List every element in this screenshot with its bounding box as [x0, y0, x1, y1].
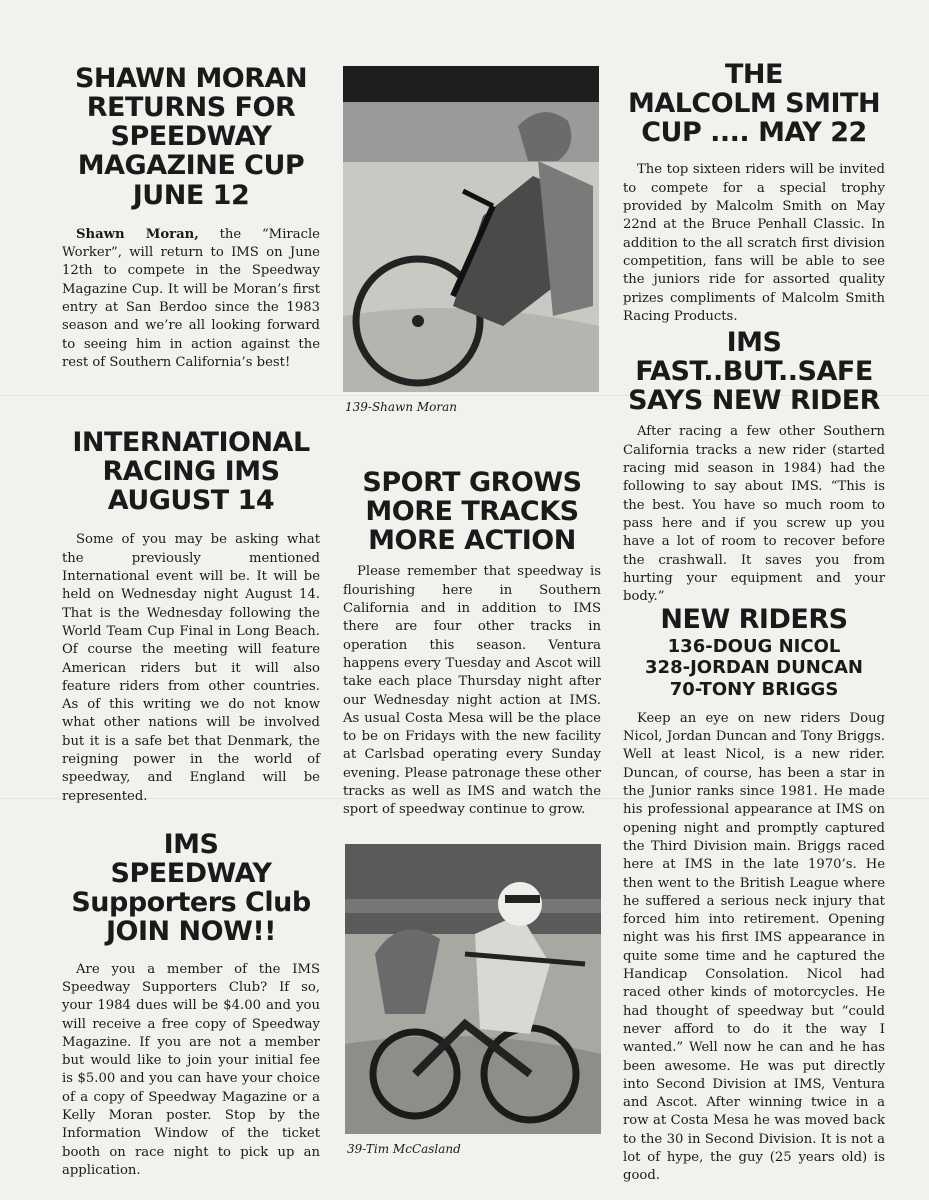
article-shawn-moran: [62, 64, 320, 372]
speedway-rider-photo: [343, 66, 599, 392]
article-body: After racing a few other Southern California tracks a new rider (started racing mid season in 1984) had the following to say about IMS. “This is the best. You have so much room to pass here and if you screw up you have a lot of room to recover before the crashwall. It saves you from hurting your equipment and your body.”: [623, 424, 885, 605]
headline-line: SPEEDWAY: [110, 858, 272, 890]
headline-line: AUGUST 14: [107, 485, 275, 517]
headline-line: INTERNATIONAL: [72, 427, 310, 458]
left-column: [62, 63, 320, 1178]
headline-line: JOIN NOW!!: [106, 916, 276, 948]
headline-line: RETURNS FOR: [86, 92, 296, 124]
article-body: Some of you may be asking what the previously mentioned International event will be. It will be held on Wednesday night August 14. That is the Wednesday following the World Team Cup Final in Long Beach. Of course the meeting will feature American riders but it will also feature riders from other countries. As of this writing we do not know what other nations will be involved but it is a safe bet that Denmark, the reigning power in the world of speedway, and England will be represented.: [62, 532, 320, 804]
photo-block-mccasland: [345, 844, 601, 1156]
rider-line: 70-TONY BRIGGS: [669, 678, 839, 700]
headline-line: SPORT GROWS: [362, 467, 582, 498]
article-supporters-club: [62, 830, 320, 1180]
headline-line: Supporters Club: [71, 887, 311, 919]
article-international: [62, 428, 320, 806]
headline-shawn-moran: [62, 64, 320, 210]
headline-sport-grows: [343, 468, 601, 555]
lead-name: Shawn Moran,: [76, 226, 199, 242]
article-body: Please remember that speedway is flourishing here in Southern California and in addition to IMS there are four other tracks in operation this season. Ventura happens every Tuesday and Ascot will take each place Thursday night after our Wednesday night action at IMS. As usual Costa Mesa will be the place to be on Fridays with the new facility at Carlsbad operating every Sunday evening. Please patronage these other tracks as well as IMS and watch the sport of speedway continue to grow.: [343, 564, 601, 818]
headline-line: SAYS NEW RIDER: [628, 385, 880, 417]
headline-line: IMS: [726, 327, 782, 358]
headline-line: JUNE 12: [132, 179, 250, 211]
photo-caption: 39-Tim McCasland: [347, 1142, 461, 1156]
headline-new-riders: NEW RIDERS: [660, 604, 848, 635]
headline-line: MALCOLM SMITH: [627, 88, 881, 120]
headline-supporters: [62, 830, 320, 947]
headline-line: IMS: [163, 829, 219, 860]
headline-line: SPEEDWAY: [110, 121, 272, 153]
article-fast-but-safe: [623, 328, 885, 606]
headline-line: SHAWN MORAN: [74, 63, 308, 94]
article-sport-grows: [343, 468, 601, 820]
right-column: [623, 59, 885, 1184]
body-text: the “Miracle Worker”, will return to IMS on June 12th to compete in the Speedway Magazine Cup. It will be Moran’s first entry at San Berdoo since the 1983 season and we’re all looking forward to seeing him in action against the rest of Southern California’s best!: [62, 226, 320, 370]
photo-shawn-moran: [343, 66, 599, 392]
article-body: The top sixteen riders will be invited to compete for a special trophy provided by Malcolm Smith on May 22nd at the Bruce Penhall Classic. In addition to the all scratch first division competition, fans will be able to see the juniors ride for assorted quality prizes compliments of Malcolm Smith Racing Products.: [623, 162, 885, 324]
photo-tim-mccasland: [345, 844, 601, 1134]
headline-line: CUP .... MAY 22: [641, 117, 867, 149]
headline-line: MORE TRACKS: [365, 496, 579, 528]
photo-caption: 139-Shawn Moran: [345, 400, 458, 414]
article-body: [62, 226, 320, 372]
rider-list: [623, 636, 885, 700]
headline-line: MAGAZINE CUP: [77, 150, 305, 182]
headline-line: THE: [725, 59, 783, 90]
rider-line: 328-JORDAN DUNCAN: [645, 657, 863, 679]
article-new-riders: [623, 605, 885, 1186]
headline-fast-but-safe: [623, 328, 885, 415]
rider-line: 136-DOUG NICOL: [667, 636, 841, 658]
article-body: Are you a member of the IMS Speedway Supporters Club? If so, your 1984 dues will be $4.00 and you will receive a free copy of Speedway Magazine. If you are not a member but would like to join your initial fee is $5.00 and you can have your choice of a copy of Speedway Magazine or a Kelly Moran poster. Stop by the Information Window of the ticket booth on race night to pick up an application.: [62, 961, 320, 1178]
headline-malcolm-smith: [623, 60, 885, 147]
article-body: Keep an eye on new riders Doug Nicol, Jordan Duncan and Tony Briggs. Well at least Nicol, is a new rider. Duncan, of course, has been a star in the Junior ranks since 1981. He made his professional appearance at IMS on opening night and promptly captured the Third Division main. Briggs raced here at IMS in the late 1970’s. He then went to the British League where he suffered a serious neck injury that forced him into retirement. Opening night was his first IMS appearance in quite some time and he captured the Handicap Consolation. Nicol had raced other kinds of motorcycles. He had thought of speedway but “could never afford to do it the way I wanted.” Well now he can and he has been awesome. He was put directly into Second Division at IMS, Ventura and Ascot. After winning twice in a row at Costa Mesa he was moved back to the 30 in Second Division. It is not a lot of hype, the guy (25 years old) is good.: [623, 710, 885, 1184]
headline-line: RACING IMS: [102, 456, 280, 488]
middle-column: [343, 66, 601, 1156]
headline-international: [62, 428, 320, 515]
speedway-rider-photo: [345, 844, 601, 1134]
headline-line: MORE ACTION: [368, 525, 576, 557]
article-malcolm-smith-cup: [623, 60, 885, 326]
headline-line: FAST..BUT..SAFE: [635, 356, 873, 388]
